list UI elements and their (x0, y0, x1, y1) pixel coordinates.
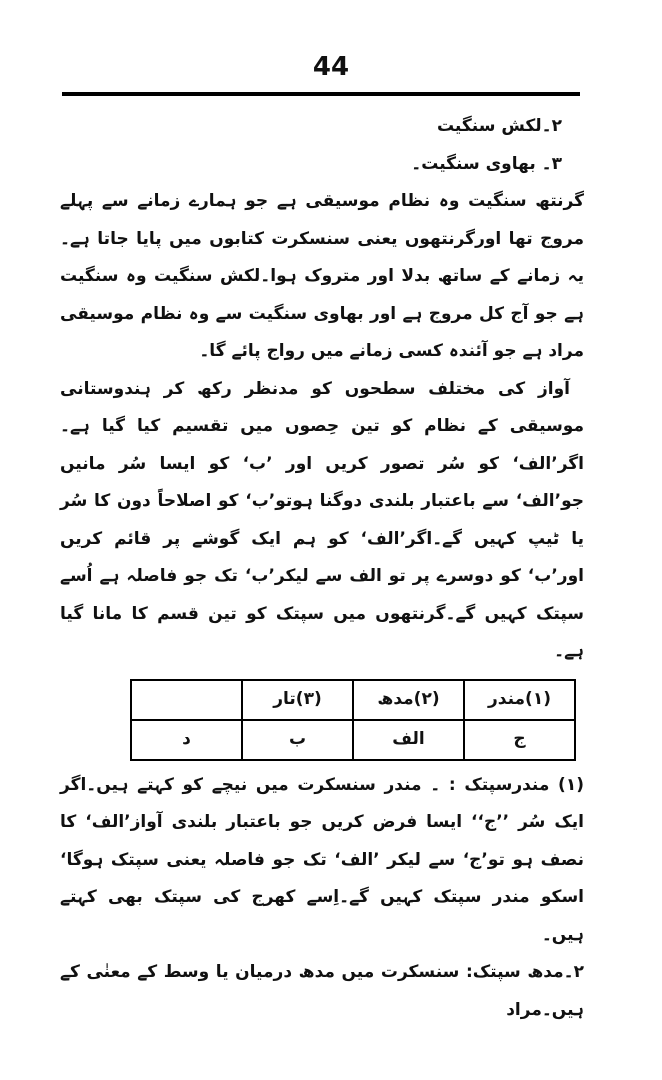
table-cell-jeem: ج (464, 720, 575, 760)
term-madh-saptak: ۲۔مدھ سپتک: (465, 962, 584, 982)
mandar-saptak-text: ۔ مندر سنسکرت میں نیچے کو کہتے ہیں۔اگر ایک سُر ’’ج‘‘ ایسا فرض کریں جو باعتبار بلندی آواز’الف‘ کا نصف ہو تو’ج‘ سے لیکر ’الف‘ تک جو فاصلہ یعنی سپتک ہوگا‘ اسکو مندر سپتک کہیں گے۔اِسے کھرج کی سپتک بھی کہتے ہیں۔ (60, 774, 584, 945)
page-number: 44 (312, 52, 350, 82)
paragraph-mandar-saptak (60, 767, 584, 955)
table-cell-taar: (۳)تار (242, 680, 353, 720)
paragraph-saptak-division: آواز کی مختلف سطحوں کو مدنظر رکھ کر ہندوستانی موسیقی کے نظام کو تین حِصوں میں تقسیم کیا گیا ہے۔اگر’الف‘ کو سُر تصور کریں اور ’ب‘ کو ایسا سُر مانیں جو’الف‘ سے باعتبار بلندی دوگنا ہوتو’ب‘ کو اصلاحاً دون کا سُر یا ٹیپ کہیں گے۔اگر’الف‘ کو ہم ایک گوشے پر قائم کریں اور’ب‘ کو دوسرے پر تو الف سے لیکر’ب‘ تک جو فاصلہ ہے اُسے سپتک کہیں گے۔گرنتھوں میں سپتک کو تین قسم کا مانا گیا ہے۔ (60, 378, 584, 661)
table-cell-mandar: (۱)مندر (464, 680, 575, 720)
madh-saptak-text: سنسکرت میں مدھ درمیان یا وسط کے معنٰی کے ہیں۔مراد (60, 962, 584, 1020)
list-item-laksh-sangeet: ۲۔لکش سنگیت (436, 116, 562, 136)
table-cell-daal: د (131, 720, 242, 760)
table-row (131, 720, 575, 760)
list-item-bhavi-sangeet: ۳۔ بھاوی سنگیت۔ (411, 153, 562, 174)
table-cell-be: ب (242, 720, 353, 760)
paragraph-granth-sangeet: گرنتھ سنگیت وہ نظام موسیقی ہے جو ہمارے زمانے سے پہلے مروج تھا اورگرنتھوں یعنی سنسکرت کتابوں میں پایا جاتا ہے۔ یہ زمانے کے ساتھ بدلا اور متروک ہوا۔لکش سنگیت وہ سنگیت ہے جو آج کل مروج ہے اور بھاوی سنگیت سے وہ نظام موسیقی مراد ہے جو آئندہ کسی زمانے میں رواج پائے گا۔ (60, 191, 584, 361)
table-cell-alif: الف (353, 720, 464, 760)
table-cell-empty (131, 680, 242, 720)
table-cell-madh: (۲)مدھ (353, 680, 464, 720)
saptak-table (130, 679, 576, 761)
term-mandar-saptak: (۱) مندرسپتک : (448, 774, 584, 795)
paragraph-madh-saptak (60, 954, 584, 1029)
page-body (60, 108, 584, 1029)
table-row (131, 680, 575, 720)
header-rule (62, 92, 580, 96)
